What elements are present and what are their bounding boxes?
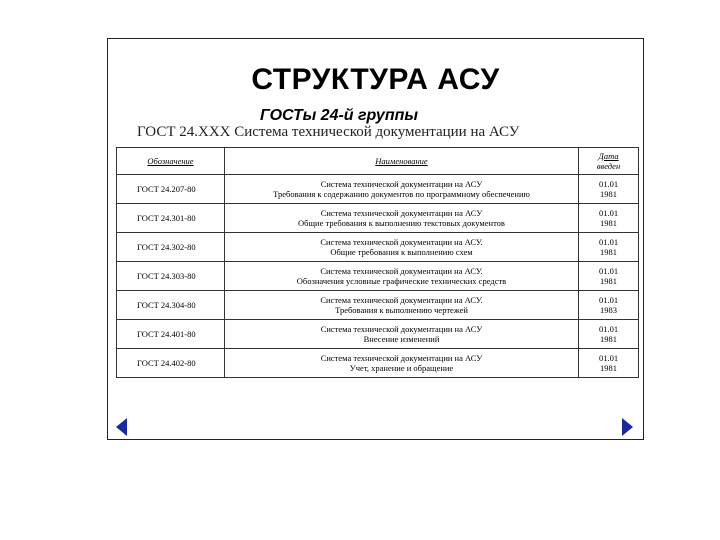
row-name-line1: Система технической документации на АСУ bbox=[320, 179, 483, 189]
row-name-line1: Система технической документации на АСУ. bbox=[320, 266, 483, 276]
row-name-line1: Система технической документации на АСУ bbox=[320, 324, 483, 334]
row-date-line2: 1983 bbox=[600, 305, 617, 315]
row-name-line1: Система технической документации на АСУ. bbox=[320, 295, 483, 305]
table-row bbox=[117, 175, 639, 204]
row-date-line1: 01.01 bbox=[598, 208, 619, 218]
row-name bbox=[225, 291, 579, 320]
row-name-line2: Требования к содержанию документов по программному обеспечению bbox=[273, 189, 530, 199]
row-date-line1: 01.01 bbox=[598, 324, 619, 334]
header-name: Наименование bbox=[225, 148, 579, 175]
header-date-line2: введен bbox=[596, 161, 621, 171]
row-date-line1: 01.01 bbox=[598, 353, 619, 363]
table-row bbox=[117, 233, 639, 262]
row-code: ГОСТ 24.207-80 bbox=[117, 175, 225, 204]
series-caption: ГОСТ 24.XXX Система технической документации на АСУ bbox=[137, 124, 520, 140]
row-name-line1: Система технической документации на АСУ. bbox=[320, 237, 483, 247]
header-date bbox=[579, 148, 639, 175]
table-row bbox=[117, 320, 639, 349]
row-date-line2: 1981 bbox=[600, 363, 617, 373]
table-row bbox=[117, 204, 639, 233]
row-date-line1: 01.01 bbox=[598, 179, 619, 189]
header-code: Обозначение bbox=[117, 148, 225, 175]
row-date-line2: 1981 bbox=[600, 218, 617, 228]
row-date-line1: 01.01 bbox=[598, 295, 619, 305]
row-name bbox=[225, 320, 579, 349]
row-code: ГОСТ 24.301-80 bbox=[117, 204, 225, 233]
slide-title: СТРУКТУРА АСУ bbox=[251, 63, 500, 96]
row-date bbox=[579, 204, 639, 233]
row-code: ГОСТ 24.303-80 bbox=[117, 262, 225, 291]
row-name bbox=[225, 204, 579, 233]
row-code: ГОСТ 24.402-80 bbox=[117, 349, 225, 378]
row-name-line2: Учет, хранение и обращение bbox=[349, 363, 454, 373]
row-code: ГОСТ 24.302-80 bbox=[117, 233, 225, 262]
gost-table bbox=[116, 147, 639, 378]
row-date-line1: 01.01 bbox=[598, 237, 619, 247]
row-name-line2: Требования к выполнению чертежей bbox=[335, 305, 468, 315]
table-row bbox=[117, 262, 639, 291]
table-row bbox=[117, 291, 639, 320]
row-date bbox=[579, 349, 639, 378]
row-date-line2: 1981 bbox=[600, 276, 617, 286]
row-date bbox=[579, 175, 639, 204]
next-arrow-icon[interactable] bbox=[622, 418, 633, 436]
slide-subtitle: ГОСТы 24-й группы bbox=[260, 107, 419, 124]
row-name bbox=[225, 262, 579, 291]
row-name-line2: Общие требования к выполнению текстовых документов bbox=[298, 218, 505, 228]
slide bbox=[107, 38, 644, 440]
row-date-line2: 1981 bbox=[600, 189, 617, 199]
row-code: ГОСТ 24.304-80 bbox=[117, 291, 225, 320]
row-name bbox=[225, 233, 579, 262]
row-date bbox=[579, 320, 639, 349]
row-date-line2: 1981 bbox=[600, 247, 617, 257]
row-name-line1: Система технической документации на АСУ bbox=[320, 353, 483, 363]
prev-arrow-icon[interactable] bbox=[116, 418, 127, 436]
table-row bbox=[117, 349, 639, 378]
header-date-line1: Дата bbox=[598, 151, 619, 161]
row-date bbox=[579, 233, 639, 262]
row-code: ГОСТ 24.401-80 bbox=[117, 320, 225, 349]
row-name-line2: Обозначения условные графические технических средств bbox=[296, 276, 507, 286]
table-header-row bbox=[117, 148, 639, 175]
row-name-line2: Внесение изменений bbox=[363, 334, 440, 344]
row-date bbox=[579, 262, 639, 291]
row-date-line1: 01.01 bbox=[598, 266, 619, 276]
row-name bbox=[225, 349, 579, 378]
row-name-line2: Общие требования к выполнению схем bbox=[330, 247, 473, 257]
row-date bbox=[579, 291, 639, 320]
row-name-line1: Система технической документации на АСУ bbox=[320, 208, 483, 218]
row-name bbox=[225, 175, 579, 204]
row-date-line2: 1981 bbox=[600, 334, 617, 344]
